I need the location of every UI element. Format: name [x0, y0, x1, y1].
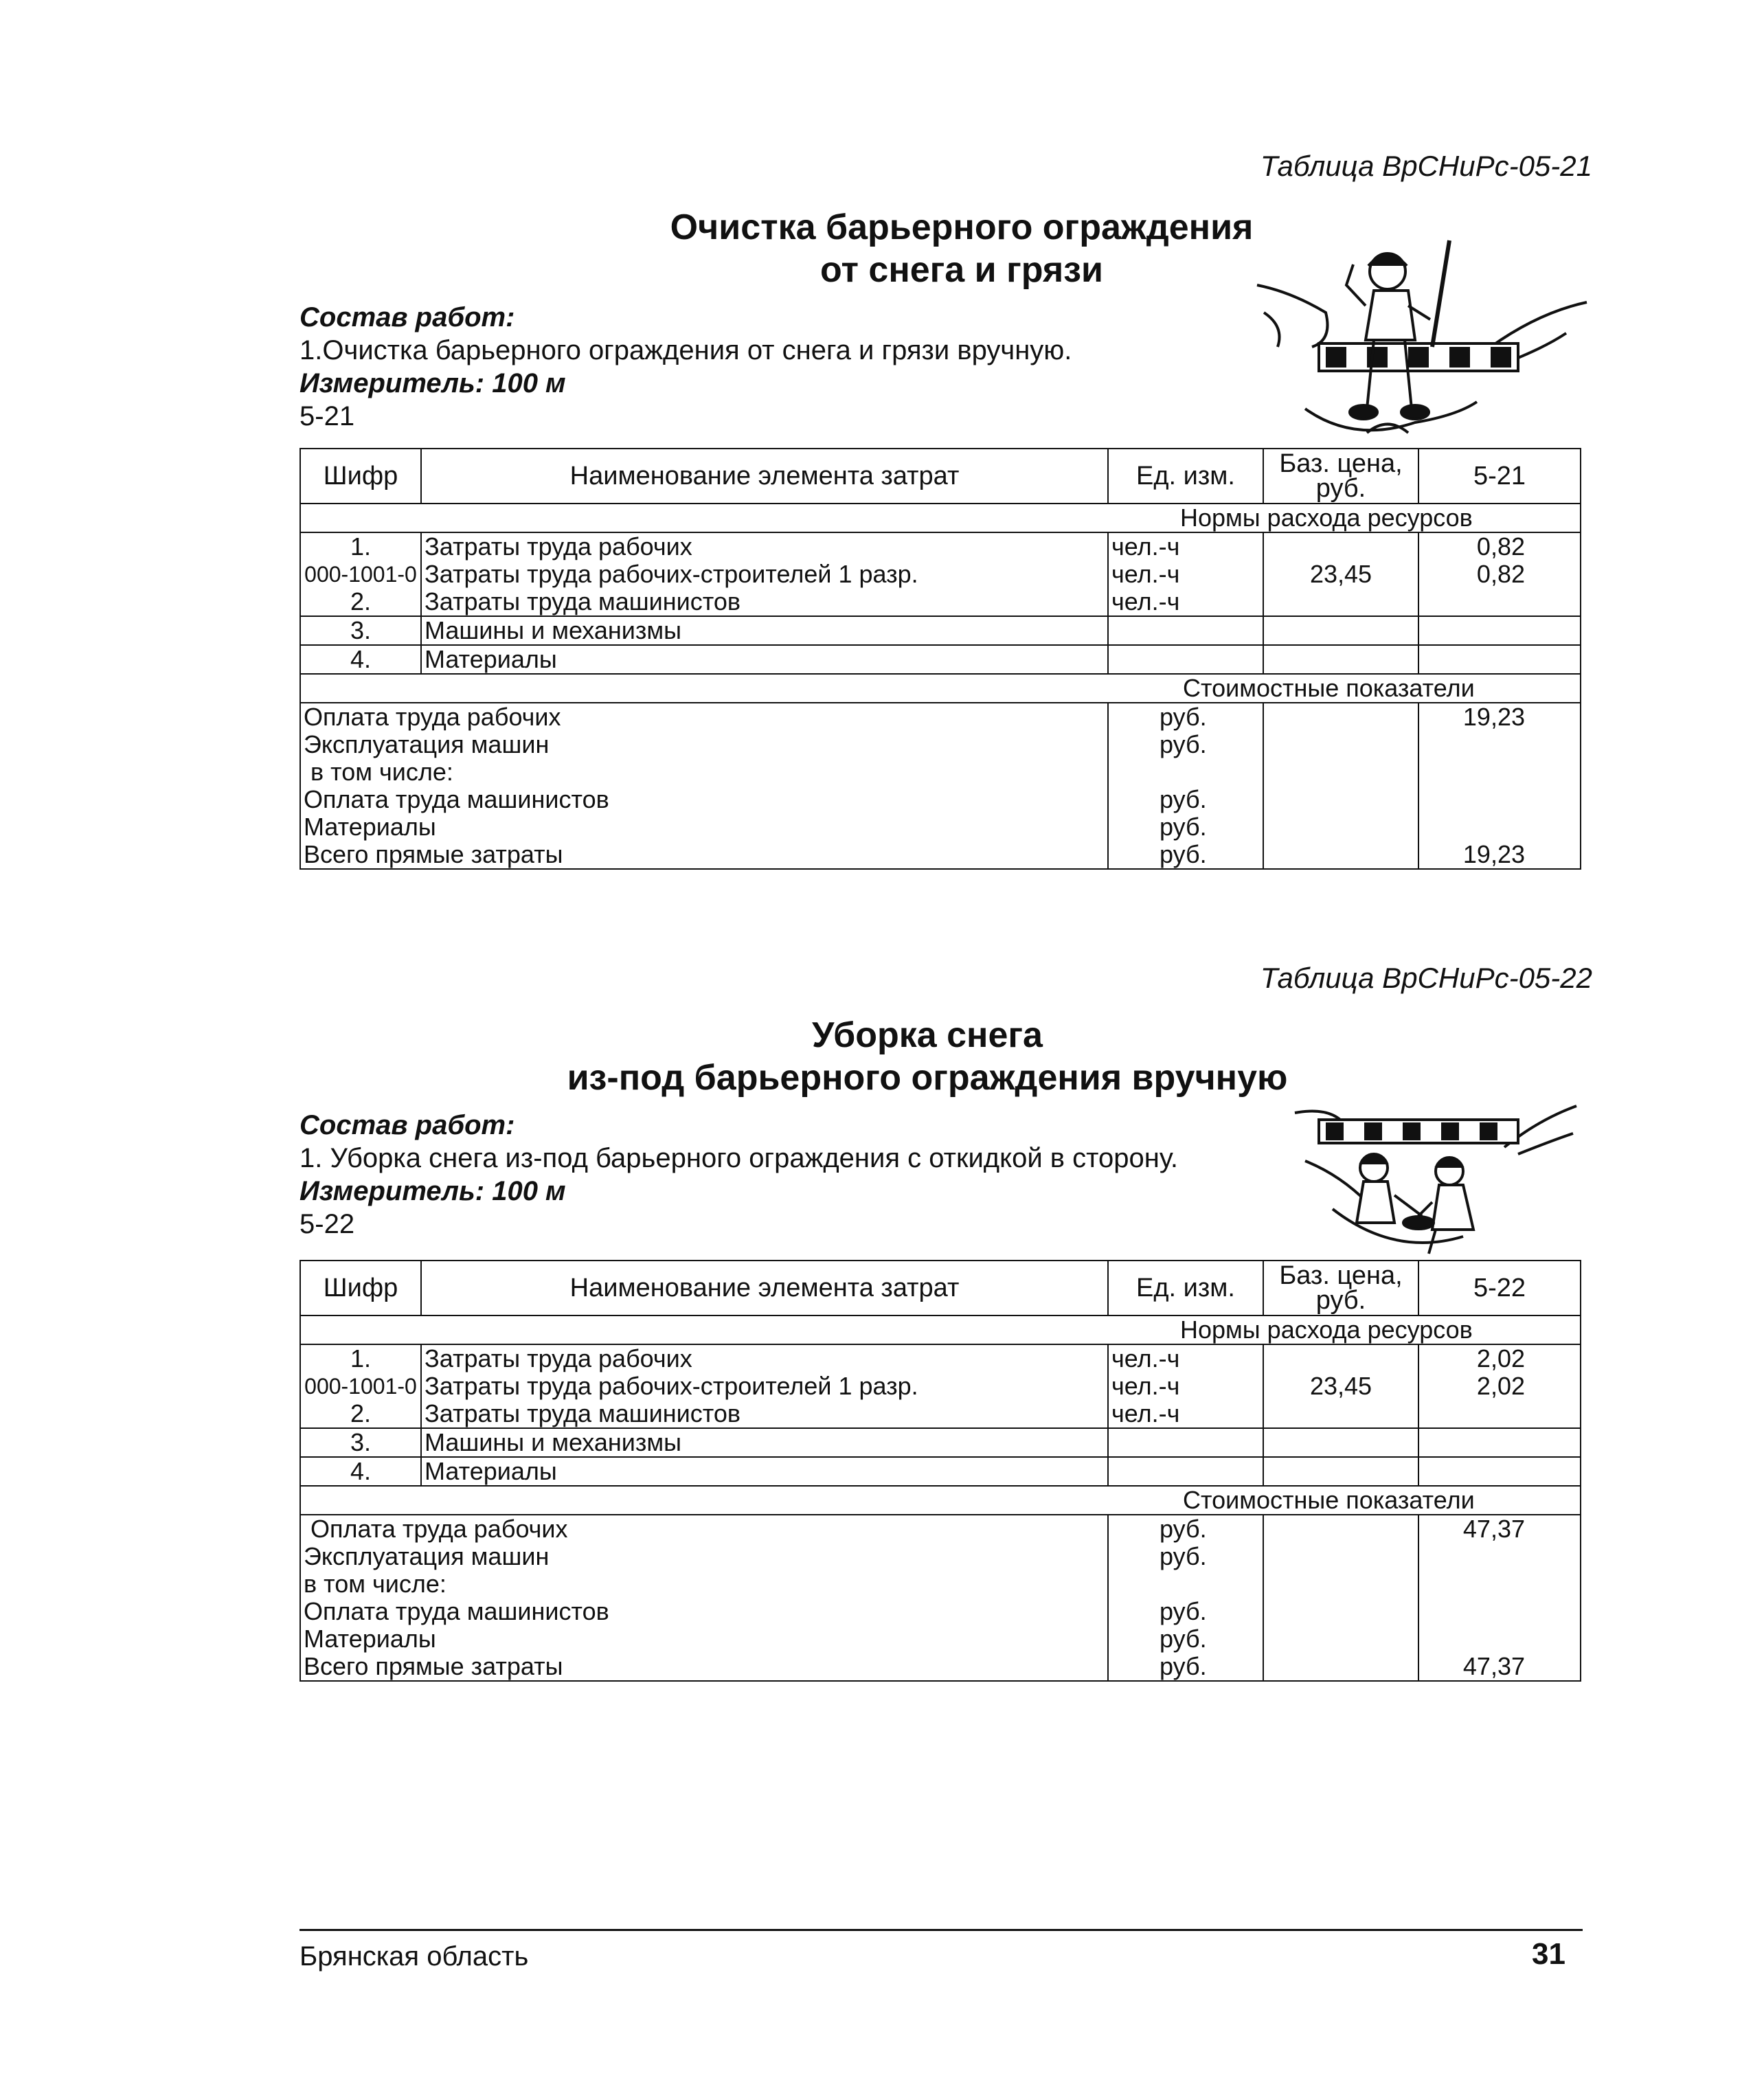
header-price-line-1: Баз. цена, [1279, 1261, 1403, 1290]
cost-row [300, 1625, 1581, 1653]
cost-unit: руб. [1108, 1598, 1263, 1625]
row-value [1418, 1400, 1581, 1428]
cost-unit: руб. [1108, 731, 1263, 758]
header-price-line-2: руб. [1315, 1286, 1366, 1315]
cost-row [300, 1598, 1581, 1625]
norms-header: Нормы расхода ресурсов [300, 504, 1581, 532]
table-row [300, 1457, 1581, 1486]
composition-text: 1.Очистка барьерного ограждения от снега и грязи вручную. [299, 335, 1072, 365]
row-unit: чел.-ч [1108, 561, 1263, 588]
row-code: 000-1001-0 [300, 1373, 421, 1400]
header-price [1263, 449, 1418, 504]
cost-unit [1108, 1570, 1263, 1598]
meter-label: Измеритель: 100 м [299, 1176, 566, 1206]
header-code: Шифр [300, 449, 421, 504]
cost-price [1263, 1625, 1418, 1653]
cost-name: Оплата труда машинистов [300, 786, 1108, 813]
table-row [300, 1428, 1581, 1457]
cost-header: Стоимостные показатели [300, 674, 1581, 703]
row-name: Затраты труда рабочих-строителей 1 разр. [421, 561, 1108, 588]
cost-price [1263, 758, 1418, 786]
resource-table-5-22 [299, 1260, 1581, 1682]
header-code: Шифр [300, 1261, 421, 1315]
norms-header-row [300, 1315, 1581, 1344]
cost-value [1418, 1570, 1581, 1598]
row-price [1263, 1457, 1418, 1486]
cost-value [1418, 813, 1581, 841]
cost-unit: руб. [1108, 1543, 1263, 1570]
cost-name: Эксплуатация машин [300, 731, 1108, 758]
composition-label: Состав работ: [299, 1110, 515, 1140]
row-code: 2. [300, 588, 421, 616]
row-unit [1108, 616, 1263, 645]
row-unit: чел.-ч [1108, 1373, 1263, 1400]
header-norm-code: 5-22 [1418, 1261, 1581, 1315]
title-line-2: от снега и грязи [820, 250, 1103, 290]
footer-divider [299, 1929, 1583, 1931]
cost-name: в том числе: [300, 1570, 1108, 1598]
cost-value: 47,37 [1418, 1653, 1581, 1681]
cost-unit: руб. [1108, 1625, 1263, 1653]
table-row [300, 561, 1581, 588]
cost-header-row [300, 674, 1581, 703]
table-row [300, 588, 1581, 616]
header-name: Наименование элемента затрат [421, 1261, 1108, 1315]
row-value: 2,02 [1418, 1344, 1581, 1373]
cost-unit: руб. [1108, 786, 1263, 813]
resource-table-5-21 [299, 448, 1581, 870]
row-code: 4. [300, 1457, 421, 1486]
cost-name: Материалы [300, 1625, 1108, 1653]
row-value [1418, 1428, 1581, 1457]
cost-value: 19,23 [1418, 703, 1581, 731]
cost-value: 47,37 [1418, 1515, 1581, 1543]
row-price: 23,45 [1263, 1373, 1418, 1400]
meter-label: Измеритель: 100 м [299, 368, 566, 398]
footer-region: Брянская область [299, 1941, 529, 1972]
row-value: 0,82 [1418, 561, 1581, 588]
cost-row [300, 1543, 1581, 1570]
row-value: 2,02 [1418, 1373, 1581, 1400]
table-header-row [300, 1261, 1581, 1315]
section-title [550, 1014, 1305, 1099]
norm-code: 5-22 [299, 1209, 355, 1239]
header-unit: Ед. изм. [1108, 449, 1263, 504]
row-name: Материалы [421, 1457, 1108, 1486]
row-value: 0,82 [1418, 532, 1581, 561]
cost-value [1418, 731, 1581, 758]
title-line-1: Очистка барьерного ограждения [670, 207, 1254, 247]
row-price [1263, 532, 1418, 561]
cost-row [300, 703, 1581, 731]
cost-value [1418, 1543, 1581, 1570]
cost-price [1263, 813, 1418, 841]
table-row [300, 616, 1581, 645]
cost-name: Всего прямые затраты [300, 1653, 1108, 1681]
cost-price [1263, 1653, 1418, 1681]
row-price: 23,45 [1263, 561, 1418, 588]
row-price [1263, 1344, 1418, 1373]
row-unit: чел.-ч [1108, 588, 1263, 616]
cost-unit: руб. [1108, 1653, 1263, 1681]
row-unit [1108, 1428, 1263, 1457]
header-norm-code: 5-21 [1418, 449, 1581, 504]
row-value [1418, 1457, 1581, 1486]
row-price [1263, 1428, 1418, 1457]
cost-price [1263, 1515, 1418, 1543]
row-unit: чел.-ч [1108, 1400, 1263, 1428]
cost-price [1263, 786, 1418, 813]
table-header-row [300, 449, 1581, 504]
header-price-line-1: Баз. цена, [1279, 449, 1403, 478]
header-price-line-2: руб. [1315, 474, 1366, 503]
cost-header-row [300, 1486, 1581, 1515]
row-unit: чел.-ч [1108, 532, 1263, 561]
cost-price [1263, 703, 1418, 731]
row-code: 1. [300, 1344, 421, 1373]
composition-label: Состав работ: [299, 302, 515, 332]
row-value [1418, 616, 1581, 645]
cost-row [300, 731, 1581, 758]
table-row [300, 532, 1581, 561]
row-code: 4. [300, 645, 421, 674]
row-name: Материалы [421, 645, 1108, 674]
title-line-2: из-под барьерного ограждения вручную [567, 1058, 1288, 1098]
cost-row [300, 1515, 1581, 1543]
cost-price [1263, 1570, 1418, 1598]
row-unit [1108, 1457, 1263, 1486]
cost-unit: руб. [1108, 841, 1263, 869]
table-row [300, 1344, 1581, 1373]
cost-price [1263, 731, 1418, 758]
table-row [300, 1400, 1581, 1428]
row-code: 1. [300, 532, 421, 561]
cost-row [300, 758, 1581, 786]
cost-unit [1108, 758, 1263, 786]
cost-name: в том числе: [300, 758, 1108, 786]
cost-value [1418, 786, 1581, 813]
workers-shoveling-illustration [1291, 1099, 1580, 1257]
cost-row [300, 813, 1581, 841]
row-name: Затраты труда рабочих [421, 1344, 1108, 1373]
row-price [1263, 1400, 1418, 1428]
table-caption: Таблица ВрСНиРс-05-21 [1260, 150, 1592, 182]
norms-header-row [300, 504, 1581, 532]
cost-row [300, 1653, 1581, 1681]
row-value [1418, 645, 1581, 674]
norm-code: 5-21 [299, 401, 355, 431]
page-number: 31 [1532, 1937, 1565, 1971]
cost-name: Оплата труда рабочих [300, 1515, 1108, 1543]
header-price [1263, 1261, 1418, 1315]
cost-unit: руб. [1108, 703, 1263, 731]
row-value [1418, 588, 1581, 616]
cost-value [1418, 1598, 1581, 1625]
row-name: Машины и механизмы [421, 1428, 1108, 1457]
row-price [1263, 616, 1418, 645]
row-price [1263, 588, 1418, 616]
cost-value: 19,23 [1418, 841, 1581, 869]
row-price [1263, 645, 1418, 674]
table-row [300, 1373, 1581, 1400]
cost-row [300, 1570, 1581, 1598]
cost-name: Оплата труда рабочих [300, 703, 1108, 731]
cost-row [300, 786, 1581, 813]
norms-header: Нормы расхода ресурсов [300, 1315, 1581, 1344]
section-title [618, 206, 1305, 291]
row-code: 000-1001-0 [300, 561, 421, 588]
cost-name: Оплата труда машинистов [300, 1598, 1108, 1625]
table-row [300, 645, 1581, 674]
cost-value [1418, 1625, 1581, 1653]
row-name: Затраты труда рабочих-строителей 1 разр. [421, 1373, 1108, 1400]
row-name: Затраты труда рабочих [421, 532, 1108, 561]
header-unit: Ед. изм. [1108, 1261, 1263, 1315]
row-code: 2. [300, 1400, 421, 1428]
title-line-1: Уборка снега [812, 1015, 1043, 1055]
cost-header: Стоимостные показатели [300, 1486, 1581, 1515]
cost-name: Материалы [300, 813, 1108, 841]
cost-price [1263, 841, 1418, 869]
cost-price [1263, 1598, 1418, 1625]
row-unit: чел.-ч [1108, 1344, 1263, 1373]
row-code: 3. [300, 1428, 421, 1457]
cost-price [1263, 1543, 1418, 1570]
cost-row [300, 841, 1581, 869]
composition-text: 1. Уборка снега из-под барьерного ограждения с откидкой в сторону. [299, 1143, 1178, 1173]
table-caption: Таблица ВрСНиРс-05-22 [1260, 962, 1592, 994]
cost-value [1418, 758, 1581, 786]
row-name: Затраты труда машинистов [421, 588, 1108, 616]
row-name: Затраты труда машинистов [421, 1400, 1108, 1428]
cost-unit: руб. [1108, 1515, 1263, 1543]
row-unit [1108, 645, 1263, 674]
cost-name: Всего прямые затраты [300, 841, 1108, 869]
row-code: 3. [300, 616, 421, 645]
row-name: Машины и механизмы [421, 616, 1108, 645]
cost-name: Эксплуатация машин [300, 1543, 1108, 1570]
header-name: Наименование элемента затрат [421, 449, 1108, 504]
cost-unit: руб. [1108, 813, 1263, 841]
worker-cleaning-illustration [1250, 237, 1594, 443]
